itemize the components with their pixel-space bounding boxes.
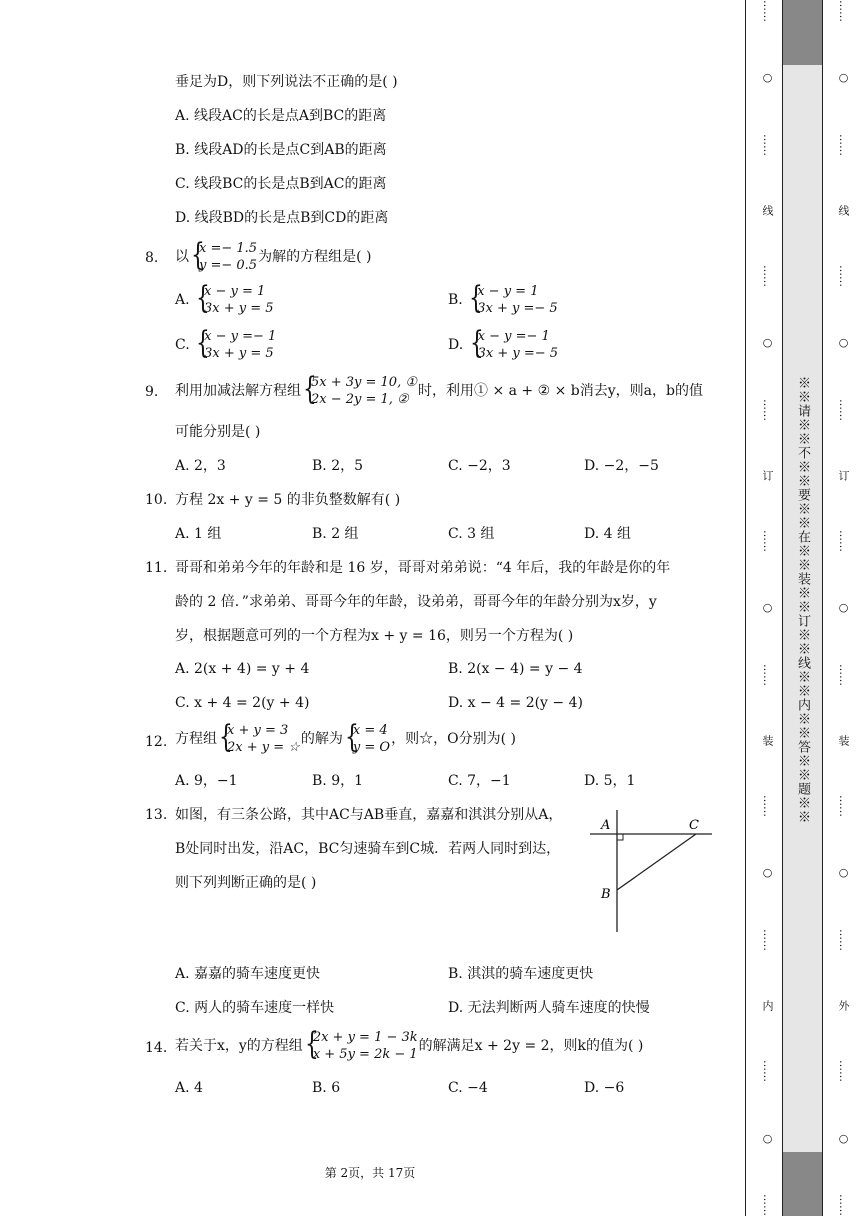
road-figure [590, 806, 715, 936]
q8-system: { x =− 1.5 y =− 0.5 [190, 240, 257, 274]
label-b: B [601, 887, 611, 902]
q14-option-a[interactable]: A. 4 [175, 1080, 203, 1096]
q11-option-b[interactable]: B. 2(x − 4) = y − 4 [448, 661, 583, 677]
q12-option-c[interactable]: C. 7，−1 [448, 773, 511, 789]
q14-option-c[interactable]: C. −4 [448, 1080, 488, 1096]
q7-option-a[interactable]: A. 线段AC的长是点A到BC的距离 [175, 108, 387, 124]
binding-dark-block-top [783, 0, 822, 65]
q14-option-d[interactable]: D. −6 [584, 1080, 625, 1096]
label-a: A [601, 818, 611, 833]
q9-option-a[interactable]: A. 2，3 [175, 458, 226, 474]
q13-stem-line1: 如图，有三条公路，其中AC与AB垂直，嘉嘉和淇淇分别从A， [175, 807, 563, 823]
q8-number: 8. [145, 250, 159, 266]
outer-seal-line: …… ○ …… 线 …… ○ …… 订 …… ○ …… 装 …… ○ …… 外 …… ○ …… [837, 0, 850, 1216]
q13-number: 13. [145, 807, 168, 823]
q13-stem-line2: B处同时出发，沿AC，BC匀速骑车到C城．若两人同时到达， [175, 841, 561, 857]
q9-stem: 利用加减法解方程组 { 5x + 3y = 10, ① 2x − 2y = 1, ② 时，利用① × a + ② × b消去y，则a，b的值 [175, 374, 703, 408]
q8-option-c[interactable]: C. { x − y =− 1 3x + y = 5 [175, 328, 277, 362]
q8-option-b[interactable]: B. { x − y = 1 3x + y =− 5 [448, 283, 559, 317]
q7-option-b[interactable]: B. 线段AD的长是点C到AB的距离 [175, 142, 387, 158]
q11-option-a[interactable]: A. 2(x + 4) = y + 4 [175, 661, 310, 677]
q13-option-b[interactable]: B. 淇淇的骑车速度更快 [448, 966, 594, 982]
q10-option-a[interactable]: A. 1 组 [175, 526, 222, 542]
q11-number: 11. [145, 560, 168, 576]
right-angle-mark [617, 834, 623, 840]
q11-stem-line1: 哥哥和弟弟今年的年龄和是 16 岁，哥哥对弟弟说：“4 年后，我的年龄是你的年 [175, 560, 671, 576]
q14-stem: 若关于x，y的方程组 { 2x + y = 1 − 3k x + 5y = 2k − 1 的解满足x + 2y = 2，则k的值为( ) [175, 1029, 643, 1063]
q7-option-d[interactable]: D. 线段BD的长是点B到CD的距离 [175, 210, 389, 226]
binding-notice: ※※请※※不※※要※※在※※装※※订※※线※※内※※答※※题※※ [795, 376, 810, 824]
binding-dark-block-bottom [783, 1152, 822, 1216]
road-bc [617, 834, 696, 890]
q9-option-b[interactable]: B. 2，5 [312, 458, 364, 474]
q10-stem: 方程 2x + y = 5 的非负整数解有( ) [175, 492, 401, 508]
q10-option-d[interactable]: D. 4 组 [584, 526, 631, 542]
q13-stem-line3: 则下列判断正确的是( ) [175, 875, 317, 891]
q12-option-b[interactable]: B. 9，1 [312, 773, 364, 789]
q13-option-d[interactable]: D. 无法判断两人骑车速度的快慢 [448, 1000, 650, 1016]
q13-option-a[interactable]: A. 嘉嘉的骑车速度更快 [175, 966, 321, 982]
q9-option-d[interactable]: D. −2，−5 [584, 458, 659, 474]
q12-stem: 方程组 { x + y = 3 2x + y = ☆ 的解为 { x = 4 y = O ，则☆，O分别为( ) [175, 722, 516, 756]
q10-option-b[interactable]: B. 2 组 [312, 526, 359, 542]
page-footer: 第 2页，共 17页 [324, 1166, 416, 1180]
q7-option-c[interactable]: C. 线段BC的长是点B到AC的距离 [175, 176, 387, 192]
q11-stem-line3: 岁，根据题意可列的一个方程为x + y = 16，则另一个方程为( ) [175, 628, 574, 644]
q9-number: 9. [145, 384, 159, 400]
q14-option-b[interactable]: B. 6 [312, 1080, 341, 1096]
q11-option-d[interactable]: D. x − 4 = 2(y − 4) [448, 695, 583, 711]
q8-option-d[interactable]: D. { x − y =− 1 3x + y =− 5 [448, 328, 559, 362]
q10-number: 10. [145, 492, 168, 508]
q12-option-d[interactable]: D. 5，1 [584, 773, 636, 789]
inner-seal-line: …… ○ …… 线 …… ○ …… 订 …… ○ …… 装 …… ○ …… 内 …… ○ …… [761, 0, 774, 1216]
q12-number: 12. [145, 734, 168, 750]
q8-option-a[interactable]: A. { x − y = 1 3x + y = 5 [175, 283, 275, 317]
binding-border-right [822, 0, 823, 1216]
q7-intro: 垂足为D，则下列说法不正确的是( ) [175, 74, 398, 90]
label-c: C [689, 818, 699, 833]
q11-stem-line2: 龄的 2 倍．”求弟弟、哥哥今年的年龄，设弟弟，哥哥今年的年龄分别为x岁，y [175, 594, 657, 610]
q11-option-c[interactable]: C. x + 4 = 2(y + 4) [175, 695, 310, 711]
q10-option-c[interactable]: C. 3 组 [448, 526, 495, 542]
q14-number: 14. [145, 1040, 168, 1056]
q8-stem: 以 { x =− 1.5 y =− 0.5 为解的方程组是( ) [175, 240, 371, 274]
q9-option-c[interactable]: C. −2，3 [448, 458, 511, 474]
q12-option-a[interactable]: A. 9，−1 [175, 773, 238, 789]
binding-border-left [745, 0, 746, 1216]
q13-option-c[interactable]: C. 两人的骑车速度一样快 [175, 1000, 335, 1016]
q9-stem-line2: 可能分别是( ) [175, 424, 261, 440]
